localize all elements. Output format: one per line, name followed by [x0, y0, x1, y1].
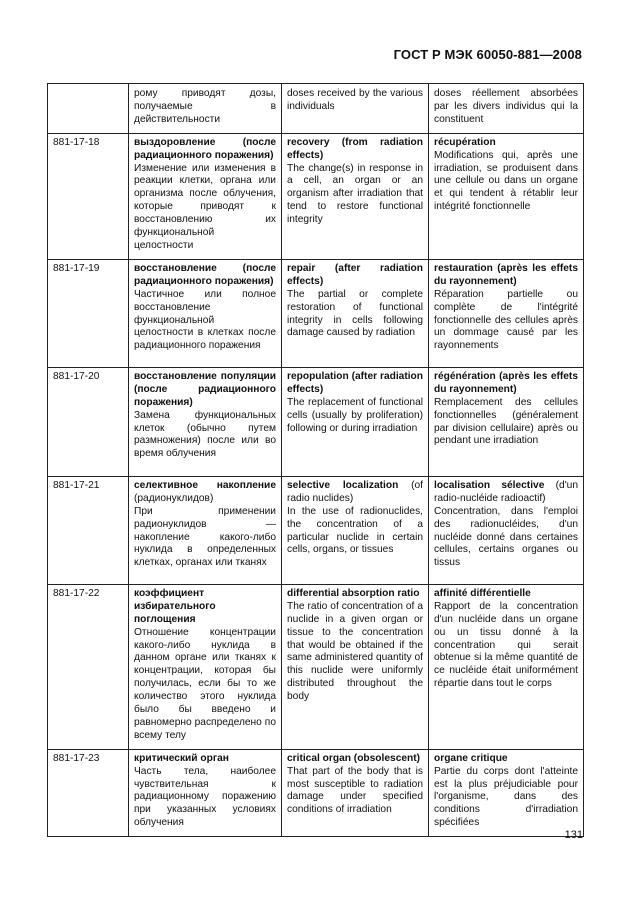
en-cell [282, 749, 429, 836]
fr-definition: Réparation partielle ou complète de l'intégrité fonctionnelle des cellules après un dommage causé par les rayonnements [434, 288, 578, 352]
page-number: 131 [564, 829, 583, 841]
fr-cell [429, 584, 584, 749]
fr-term: restauration (après les effets du rayonnement) [434, 262, 578, 287]
ru-definition: При применении радионуклидов — накопление какого-либо нуклида в определенных клетках, органах или тканях [134, 505, 276, 569]
fr-term-note: (d'un radio-nucléide radioactif) [434, 479, 578, 504]
ru-cell [129, 367, 282, 476]
ru-cell [129, 749, 282, 836]
en-definition: The partial or complete restoration of functional integrity in cells following damage caused by radiation [287, 288, 423, 339]
ru-cell [129, 133, 282, 259]
fr-cell [429, 133, 584, 259]
en-definition: doses received by the various individuals [287, 88, 423, 112]
ru-definition: Часть тела, наиболее чувствительная к радиационному поражению при указанных условиях облучения [134, 765, 276, 829]
ru-definition: Изменение или изменения в реакции клетки, органа или организма после облучения, которые приводят к восстановлению их функциональной целостности [134, 162, 276, 251]
fr-definition: doses réellement absorbées par les divers individus qui la constituent [434, 88, 578, 125]
table-row [48, 259, 584, 367]
ru-term: восстановление популяции (после радиационного поражения) [134, 370, 276, 408]
ru-cell [129, 584, 282, 749]
document-header: ГОСТ Р МЭК 60050-881—2008 [393, 47, 582, 62]
fr-definition: Rapport de la concentration d'un nucléide dans un organe ou un tissu donné à la concentration qui serait obtenue si la même quantité de ce nucléide était uniformément répartie dans tout le corps [434, 600, 578, 690]
en-cell [282, 259, 429, 367]
en-term: selective localization [287, 479, 399, 491]
ru-definition: рому приводят дозы, получаемые в действительности [134, 88, 276, 125]
ru-term-note: (радионуклидов) [134, 492, 214, 504]
ru-cell [129, 476, 282, 584]
en-definition: In the use of radionuclides, the concentration of a particular nuclide in certain cells, organs, or tissues [287, 505, 423, 556]
entry-code: 881-17-22 [48, 584, 129, 749]
table-row [48, 133, 584, 259]
en-term: differential absorption ratio [287, 587, 420, 599]
ru-cell [129, 259, 282, 367]
fr-cell [429, 259, 584, 367]
terminology-table [47, 83, 584, 837]
entry-code: 881-17-18 [48, 133, 129, 259]
table-row [48, 367, 584, 476]
en-term: repair (after radiation effects) [287, 262, 423, 287]
en-cell [282, 84, 429, 134]
fr-cell [429, 749, 584, 836]
en-definition: The ratio of concentration of a nuclide in a given organ or tissue to the concentration that would be obtained if the same administered quantity of this nuclide were uniformly distributed throughout the body [287, 600, 423, 703]
entry-code: 881-17-23 [48, 749, 129, 836]
fr-term: organe critique [434, 752, 508, 764]
fr-definition: Partie du corps dont l'atteinte est la plus préjudiciable pour l'organisme, dans des conditions d'irradiation spécifiées [434, 765, 578, 829]
ru-term: селективное накопление [134, 479, 276, 491]
fr-cell [429, 476, 584, 584]
ru-term: коэффициент избирательного поглощения [134, 587, 216, 625]
en-cell [282, 133, 429, 259]
entry-code: 881-17-19 [48, 259, 129, 367]
ru-term: восстановление (после радиационного поражения) [134, 262, 276, 287]
en-term: repopulation (after radiation effects) [287, 370, 423, 395]
en-term: recovery (from radiation effects) [287, 136, 423, 161]
ru-term: критический орган [134, 752, 229, 764]
ru-term: выздоровление (после радиационного поражения) [134, 136, 276, 161]
fr-term: récupération [434, 136, 496, 148]
fr-term: affinité différentielle [434, 587, 531, 599]
en-cell [282, 476, 429, 584]
en-cell [282, 584, 429, 749]
ru-definition: Отношение концентрации какого-либо нуклида в данном органе или тканях к концентрации, которая бы получилась, если бы то же количество этого нуклида было бы введено и равномерно распределено по всему телу [134, 626, 276, 741]
fr-cell [429, 367, 584, 476]
table-row [48, 476, 584, 584]
en-term: critical organ (obsolescent) [287, 752, 421, 764]
en-definition: The change(s) in response in a cell, an organ or an organism after irradiation that tend to restore functional integrity [287, 162, 423, 226]
fr-term: localisation sélective [434, 479, 545, 491]
table-row [48, 584, 584, 749]
table-row [48, 749, 584, 836]
entry-code: 881-17-21 [48, 476, 129, 584]
fr-definition: Remplacement des cellules fonctionnelles (généralement par division cellulaire) après ou pendant une irradiation [434, 396, 578, 447]
fr-definition: Modifications qui, après une irradiation, se produisent dans une cellule ou dans un organe et qui tendent à rétablir leur intégrité fonctionnelle [434, 149, 578, 213]
entry-code: 881-17-20 [48, 367, 129, 476]
entry-code-cell [48, 84, 129, 134]
fr-term: régénération (après les effets du rayonnement) [434, 370, 578, 395]
table-row-continuation [48, 84, 584, 134]
en-cell [282, 367, 429, 476]
en-definition: The replacement of functional cells (usually by proliferation) following or during irradiation [287, 396, 423, 434]
fr-cell [429, 84, 584, 134]
ru-definition: Замена функциональных клеток (обычно путем размножения) после или во время облучения [134, 409, 276, 460]
fr-definition: Concentration, dans l'emploi des radionucléides, d'un nucléide donné dans certaines cellules, certains organes ou tissus [434, 505, 578, 569]
en-term-note: (of radio nuclides) [287, 479, 423, 504]
en-definition: That part of the body that is most susceptible to radiation damage under specified conditions of irradiation [287, 765, 423, 816]
ru-cell [129, 84, 282, 134]
ru-definition: Частичное или полное восстановление функциональной целостности в клетках после радиационного поражения [134, 288, 276, 352]
